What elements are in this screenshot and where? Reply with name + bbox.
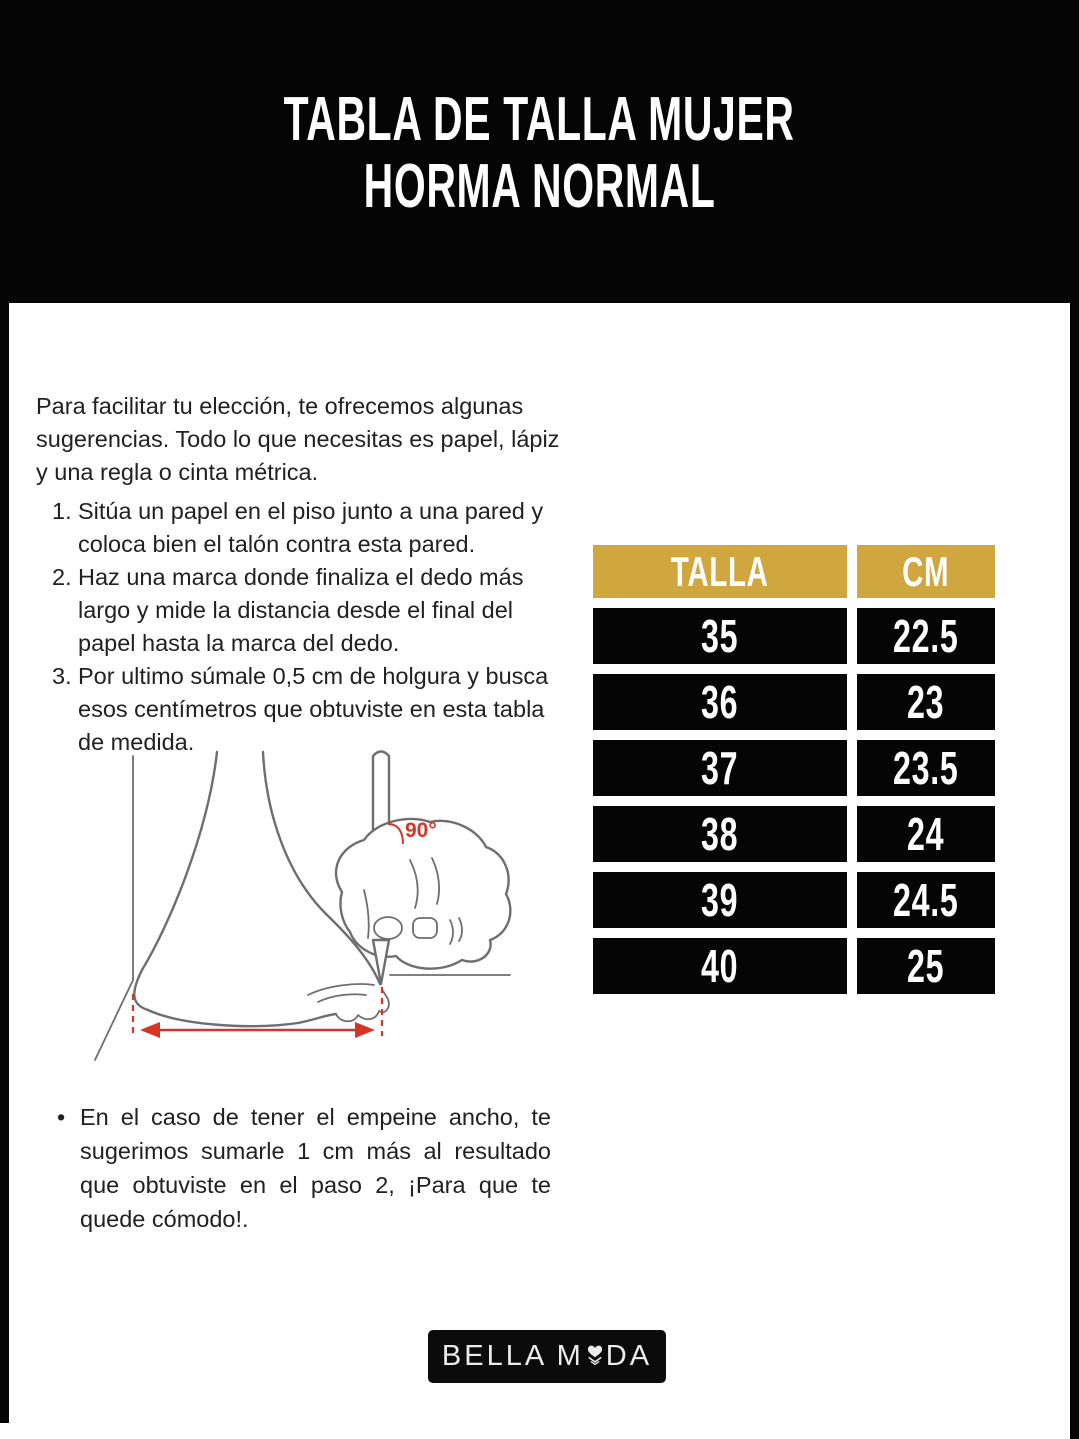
title-text-1: TABLA DE TALLA MUJER [283, 85, 795, 154]
page-title [0, 86, 1079, 220]
table-row-39-talla [593, 872, 847, 928]
bullet-icon: • [57, 1104, 66, 1130]
page-title-line1 [0, 86, 1079, 153]
table-row-38-talla [593, 806, 847, 862]
table-row-37-cm [857, 740, 995, 796]
talla-39: 39 [701, 874, 739, 926]
step-2-text: Haz una marca donde finaliza el dedo más largo y mide la distancia desde el final del papel hasta la marca del dedo. [78, 564, 524, 656]
cm-23-5: 23.5 [893, 742, 959, 794]
header-band [0, 0, 1079, 303]
brand-text-post: DA [605, 1340, 653, 1372]
cm-24: 24 [907, 808, 945, 860]
step-1 [52, 495, 562, 561]
size-table-header-talla [593, 545, 847, 598]
brand-text-pre: BELLA M [441, 1340, 584, 1372]
table-row-38-cm [857, 806, 995, 862]
title-text-2: HORMA NORMAL [363, 152, 716, 221]
table-row-36-cm [857, 674, 995, 730]
frame-border-left [0, 303, 9, 1423]
frame-border-right [1070, 303, 1079, 1439]
talla-36: 36 [701, 676, 739, 728]
steps-list [52, 495, 562, 759]
cm-25: 25 [907, 940, 945, 992]
angle-label: 90° [405, 819, 437, 842]
talla-40: 40 [701, 940, 739, 992]
cm-23: 23 [907, 676, 945, 728]
table-row-35-cm [857, 608, 995, 664]
pencil-tip [373, 940, 389, 984]
step-3-number: 3. [52, 663, 72, 689]
talla-37: 37 [701, 742, 739, 794]
header-cm-text: CM [902, 547, 950, 595]
foot-measuring-illustration [58, 742, 563, 1072]
table-row-40-cm [857, 938, 995, 994]
heart-icon [585, 1341, 605, 1374]
table-row-40-talla [593, 938, 847, 994]
size-table-header-cm [857, 545, 995, 598]
header-talla-text: TALLA [671, 547, 769, 595]
step-1-text: Sitúa un papel en el piso junto a una pared y coloca bien el talón contra esta pared. [78, 498, 544, 557]
step-2 [52, 561, 562, 660]
table-row-36-talla [593, 674, 847, 730]
cm-24-5: 24.5 [893, 874, 959, 926]
intro-paragraph: Para facilitar tu elección, te ofrecemos algunas sugerencias. Todo lo que necesitas es papel, lápiz y una regla o cinta métrica. [36, 393, 560, 485]
talla-35: 35 [701, 610, 739, 662]
note-text: En el caso de tener el empeine ancho, te sugerimos sumarle 1 cm más al resultado que obtuviste en el paso 2, ¡Para que te quede cómodo!. [80, 1104, 551, 1232]
wall-line [95, 756, 133, 1060]
step-3-text: Por ultimo súmale 0,5 cm de holgura y busca esos centímetros que obtuviste en esta tabla de medida. [78, 663, 549, 755]
note-item [57, 1100, 551, 1236]
step-2-number: 2. [52, 564, 72, 590]
table-row-39-cm [857, 872, 995, 928]
page-title-line2 [0, 153, 1079, 220]
talla-38: 38 [701, 808, 739, 860]
brand-logo [428, 1330, 666, 1383]
size-table [593, 545, 995, 994]
table-row-35-talla [593, 608, 847, 664]
step-1-number: 1. [52, 498, 72, 524]
cm-22-5: 22.5 [893, 610, 959, 662]
table-row-37-talla [593, 740, 847, 796]
